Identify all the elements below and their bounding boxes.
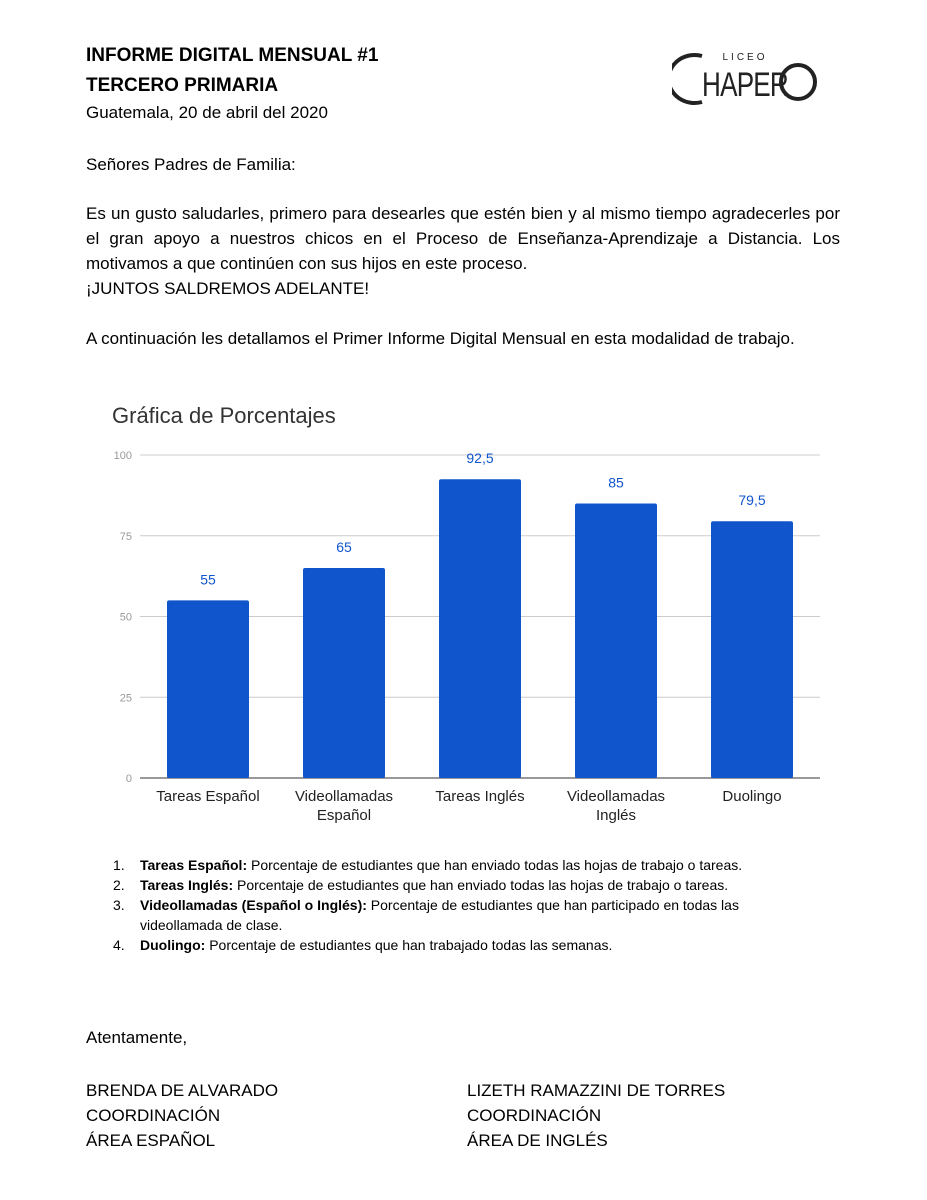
item-description: Porcentaje de estudiantes que han enviado todas las hojas de trabajo o tareas.: [247, 857, 743, 873]
data-label: 79,5: [738, 492, 766, 509]
item-description: Porcentaje de estudiantes que han participado en todas las videollamada de clase.: [140, 897, 739, 933]
signature-left: [86, 1078, 278, 1153]
definition-item: [86, 875, 806, 895]
liceo-chapero-logo: [672, 44, 818, 106]
item-description: Porcentaje de estudiantes que han trabajado todas las semanas.: [205, 937, 613, 953]
signature-right: [467, 1078, 725, 1153]
data-label: 55: [200, 571, 216, 588]
data-label: 92,5: [466, 450, 494, 467]
x-tick-label: Tareas Español: [156, 788, 260, 805]
motto: ¡JUNTOS SALDREMOS ADELANTE!: [86, 279, 370, 298]
definition-item: [86, 855, 806, 875]
data-label: 65: [336, 539, 352, 556]
x-tick-label: Videollamadas: [294, 788, 394, 805]
y-tick-label: 0: [125, 773, 132, 785]
x-tick-label: Duolingo: [722, 788, 782, 805]
signatory-area: ÁREA DE INGLÉS: [467, 1131, 608, 1150]
item-term: Tareas Inglés:: [140, 877, 234, 893]
data-label: 85: [608, 474, 624, 491]
definition-item: [86, 935, 806, 955]
chart-title: Gráfica de Porcentajes: [112, 403, 336, 428]
chart-canvas: [100, 395, 835, 835]
y-tick-label: 100: [113, 450, 132, 462]
bar: [167, 600, 249, 778]
item-term: Videollamadas (Español o Inglés):: [140, 897, 367, 913]
signatory-name: BRENDA DE ALVARADO: [86, 1081, 279, 1100]
salutation: Señores Padres de Familia:: [86, 155, 296, 174]
item-term: Duolingo:: [140, 937, 206, 953]
y-tick-label: 75: [119, 530, 132, 543]
y-tick-label: 25: [119, 692, 132, 705]
signatory-name: LIZETH RAMAZZINI DE TORRES: [467, 1081, 726, 1100]
intro-text: Es un gusto saludarles, primero para desearles que estén bien y al mismo tiempo agradecerles por el gran apoyo a nuestros chicos en el Proceso de Enseñanza-Aprendizaje a Distancia. Los motivamos a que continúen con sus hijos en este proceso.: [86, 204, 840, 273]
signatory-area: ÁREA ESPAÑOL: [86, 1131, 216, 1150]
grade-title: TERCERO PRIMARIA: [86, 75, 279, 96]
item-term: Tareas Español:: [140, 857, 248, 873]
percentage-chart: [100, 395, 835, 835]
report-intro-paragraph: A continuación les detallamos el Primer Informe Digital Mensual en esta modalidad de trabajo.: [86, 329, 795, 348]
bar: [439, 479, 521, 778]
report-title: INFORME DIGITAL MENSUAL #1: [86, 45, 379, 66]
intro-paragraph: [86, 201, 840, 301]
document-date: Guatemala, 20 de abril del 2020: [86, 103, 328, 122]
y-tick-label: 50: [119, 611, 132, 624]
item-number: 1.: [113, 857, 125, 873]
item-number: 2.: [113, 877, 125, 893]
signatory-role: COORDINACIÓN: [467, 1106, 602, 1125]
svg-text:HAPER: HAPER: [702, 66, 788, 104]
item-number: 3.: [113, 897, 125, 913]
svg-text:LICEO: LICEO: [722, 52, 768, 63]
closing: Atentamente,: [86, 1028, 188, 1047]
bar: [575, 503, 657, 778]
x-tick-label: Videollamadas: [566, 788, 666, 805]
bar: [711, 521, 793, 778]
x-tick-label: Inglés: [595, 807, 637, 824]
definitions-list: [86, 855, 806, 955]
item-number: 4.: [113, 937, 125, 953]
item-description: Porcentaje de estudiantes que han enviado todas las hojas de trabajo o tareas.: [233, 877, 729, 893]
x-tick-label: Español: [316, 807, 372, 824]
bar: [303, 568, 385, 778]
definition-item: [86, 895, 806, 935]
x-tick-label: Tareas Inglés: [435, 788, 525, 805]
signatory-role: COORDINACIÓN: [86, 1106, 221, 1125]
